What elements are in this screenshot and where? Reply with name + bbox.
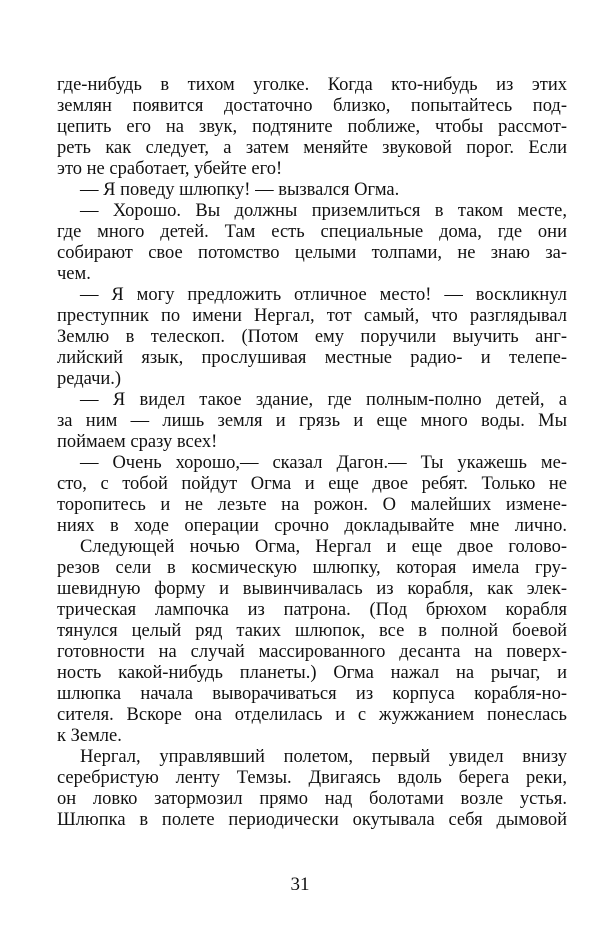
text-line: преступник по имени Нергал, тот самый, что разглядывал (57, 306, 567, 326)
text-line: трическая лампочка из патрона. (Под брюхом корабля (57, 600, 567, 620)
text-line: ниях в ходе операции срочно докладывайте мне лично. (57, 516, 567, 536)
text-line: торопитесь и не лезьте на рожон. О малейших измене- (57, 495, 567, 515)
text-line: к Земле. (57, 726, 122, 746)
text-line: где-нибудь в тихом уголке. Когда кто-нибудь из этих (57, 75, 567, 95)
text-line: цепить его на звук, подтяните поближе, чтобы рассмот- (57, 117, 567, 137)
text-line: это не сработает, убейте его! (57, 159, 283, 179)
text-line: тянулся целый ряд таких шлюпок, все в полной боевой (57, 621, 567, 641)
text-line: Шлюпка в полете периодически окутывала себя дымовой (57, 810, 567, 830)
text-line: — Очень хорошо,— сказал Дагон.— Ты укажешь ме- (80, 453, 567, 473)
text-line: землян появится достаточно близко, попытайтесь под- (57, 96, 567, 116)
text-line: чем. (57, 264, 91, 284)
text-line: — Я поведу шлюпку! — вызвался Огма. (80, 180, 400, 200)
text-line: готовности на случай массированного десанта на поверх- (57, 642, 567, 662)
text-line: резов сели в космическую шлюпку, которая имела гру- (57, 558, 567, 578)
text-line: поймаем сразу всех! (57, 432, 218, 452)
text-line: — Я могу предложить отличное место! — воскликнул (80, 285, 567, 305)
text-line: сителя. Вскоре она отделилась и с жужжанием понеслась (57, 705, 567, 725)
text-line: редачи.) (57, 369, 122, 389)
text-line: Землю в телескоп. (Потом ему поручили выучить анг- (57, 327, 567, 347)
text-line: — Хорошо. Вы должны приземлиться в таком месте, (80, 201, 567, 221)
text-line: ность какой-нибудь планеты.) Огма нажал на рычаг, и (57, 663, 567, 683)
page-number: 31 (290, 874, 310, 895)
text-line: сто, с тобой пойдут Огма и еще двое ребят. Только не (57, 474, 567, 494)
page-body-text (57, 75, 567, 831)
text-line: собирают свое потомство целыми толпами, не знаю за- (57, 243, 567, 263)
text-line: он ловко затормозил прямо над болотами возле устья. (57, 789, 567, 809)
text-line: — Я видел такое здание, где полным-полно детей, а (80, 390, 567, 410)
text-line: Следующей ночью Огма, Нергал и еще двое голово- (80, 537, 567, 557)
text-line: шевидную форму и вывинчивалась из корабля, как элек- (57, 579, 567, 599)
text-line: серебристую ленту Темзы. Двигаясь вдоль берега реки, (57, 768, 567, 788)
text-line: реть как следует, а затем меняйте звуковой порог. Если (57, 138, 567, 158)
text-line: где много детей. Там есть специальные дома, где они (57, 222, 567, 242)
text-line: за ним — лишь земля и грязь и еще много воды. Мы (57, 411, 567, 431)
text-line: шлюпка начала выворачиваться из корпуса корабля-но- (57, 684, 567, 704)
text-line: Нергал, управлявший полетом, первый увидел внизу (80, 747, 567, 767)
text-line: лийский язык, прослушивая местные радио- и телепе- (57, 348, 567, 368)
